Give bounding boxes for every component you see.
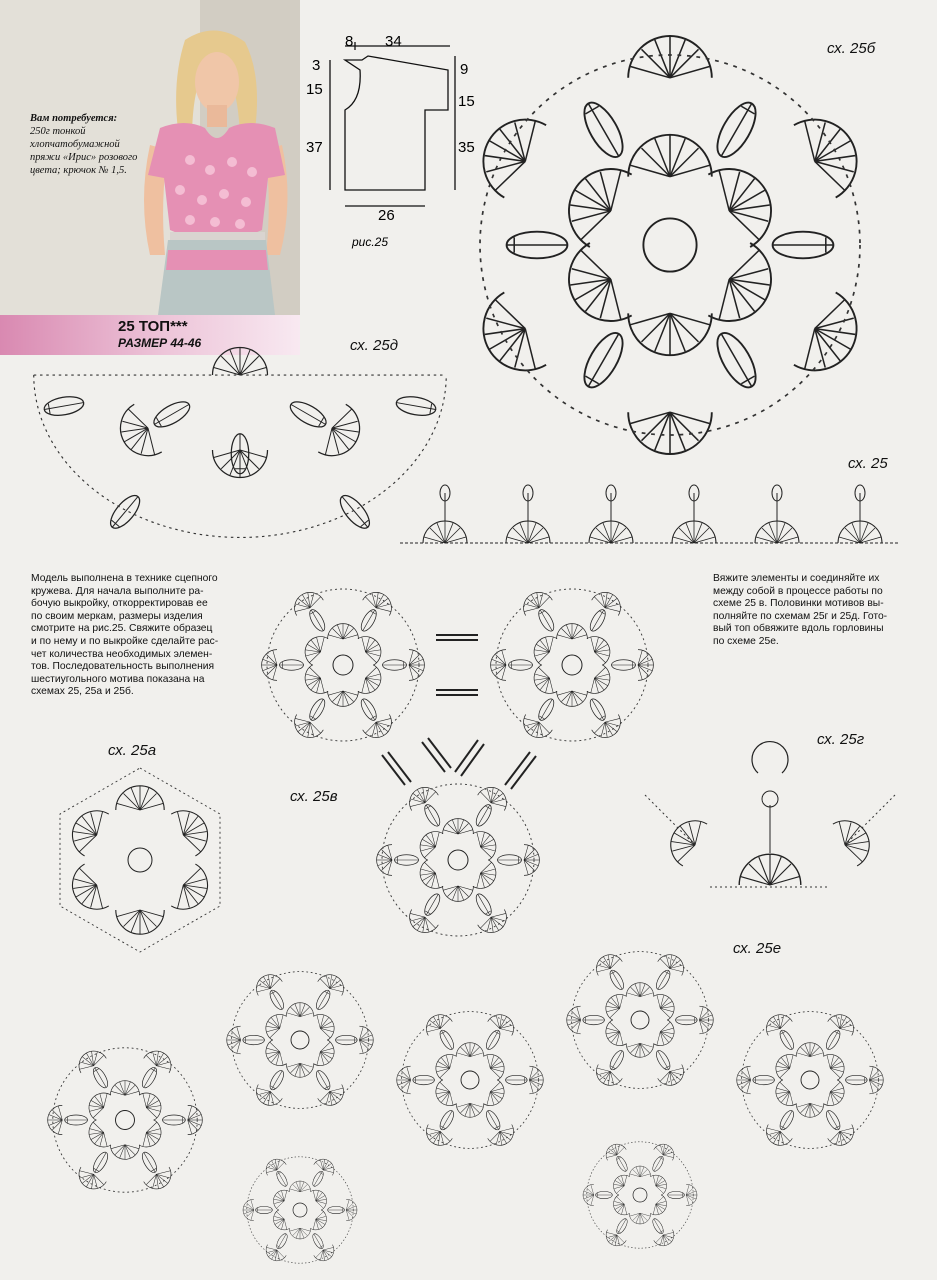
dim-bottom: 26	[378, 207, 395, 224]
instructions-left-line: чет количества необходимых элемен-	[31, 648, 213, 660]
caption-25: сх. 25	[848, 455, 888, 472]
instructions-left-line: по своим меркам, размеры изделия	[31, 610, 203, 622]
caption-25v: сх. 25в	[290, 788, 338, 805]
instructions-left-line: бочую выкройку, откорректировав ее	[31, 598, 208, 610]
diagram-25a	[60, 768, 220, 952]
diagram-25d	[34, 348, 447, 538]
instructions-left-line: Модель выполнена в технике сцепного	[31, 573, 218, 584]
caption-25b: сх. 25б	[827, 40, 876, 57]
caption-25a: сх. 25а	[108, 742, 157, 759]
dim-right-1: 9	[460, 61, 469, 78]
instructions-right-line: полняйте по схемам 25г и 25д. Гото-	[713, 610, 888, 622]
diagram-25b	[468, 36, 872, 454]
instructions-right-line: вый топ обвяжите вдоль горловины	[713, 623, 884, 635]
dim-left-2: 15	[306, 81, 323, 98]
instructions-right	[713, 573, 913, 649]
instructions-left-line: кружева. Для начала выполните ра-	[31, 585, 204, 597]
instructions-right-line: по схеме 25е.	[713, 635, 779, 647]
instructions-left-line: тов. Последовательность выполнения	[31, 661, 215, 673]
diagram-25e	[48, 950, 884, 1265]
diagram-25g	[645, 742, 895, 887]
diagram-25-edge	[400, 485, 900, 543]
instructions-right-line: схеме 25 в. Половинки мотивов вы-	[713, 598, 884, 610]
figure-caption: рис.25	[352, 235, 389, 249]
dim-left-1: 3	[312, 57, 321, 74]
dim-left-3: 37	[306, 139, 323, 156]
caption-25g: сх. 25г	[817, 731, 865, 748]
model-title: 25 ТОП***	[118, 318, 188, 335]
caption-25d: сх. 25д	[350, 337, 398, 354]
dim-top-left: 8	[345, 33, 354, 50]
caption-25e: сх. 25е	[733, 940, 782, 957]
instructions-right-line: между собой в процессе работы по	[713, 585, 883, 597]
dim-top-right: 34	[385, 33, 402, 50]
dim-right-2: 15	[458, 93, 475, 110]
dim-right-3: 35	[458, 139, 475, 156]
materials-text: 250г тонкой хлопчатобумажной пряжи «Ирис» розового цвета; крючок № 1,5.	[30, 126, 138, 176]
instructions-left-line: схемах 25, 25а и 25б.	[31, 686, 134, 698]
diagram-25v	[262, 587, 654, 938]
instructions-left-line: смотрите на рис.25. Свяжите образец	[31, 623, 213, 635]
model-size: РАЗМЕР 44-46	[118, 336, 202, 350]
instructions-left-line: и по нему и по выкройке сделайте рас-	[31, 635, 219, 647]
instructions-right-line: Вяжите элементы и соединяйте их	[713, 573, 880, 584]
instructions-left-line: шестиугольного мотива показана на	[31, 673, 205, 685]
instructions-left	[31, 573, 251, 699]
materials-heading: Вам потребуется:	[30, 113, 118, 124]
